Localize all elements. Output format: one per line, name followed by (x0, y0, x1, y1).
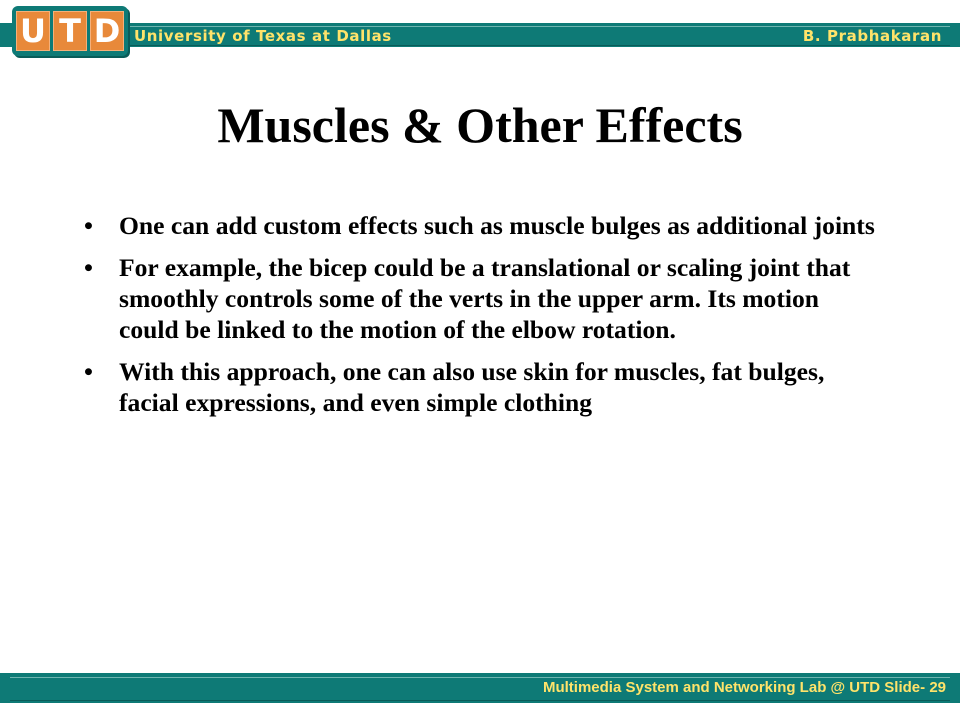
logo-letter-u: U (16, 11, 50, 51)
bullet-dot-icon: • (84, 211, 93, 240)
bullet-text: With this approach, one can also use skin for muscles, fat bulges, facial expressions, and even simple clothing (119, 357, 825, 417)
logo-letter-t: T (53, 11, 87, 51)
bullet-dot-icon: • (84, 357, 93, 386)
bullet-item (84, 252, 884, 345)
author-name: B. Prabhakaran (802, 27, 942, 45)
bullet-list (84, 210, 884, 429)
bullet-item (84, 210, 884, 241)
bullet-dot-icon: • (84, 253, 93, 282)
utd-logo (12, 6, 128, 56)
logo-letter-d: D (90, 11, 124, 51)
bullet-item (84, 356, 884, 418)
footer-text: Multimedia System and Networking Lab @ UTD Slide- 29 (542, 679, 946, 696)
bullet-text: For example, the bicep could be a translational or scaling joint that smoothly controls some of the verts in the upper arm. Its motion could be linked to the motion of the elbow rotation. (119, 253, 851, 344)
footer-bar (0, 673, 960, 703)
bullet-text: One can add custom effects such as muscle bulges as additional joints (119, 211, 875, 240)
university-name: University of Texas at Dallas (134, 27, 392, 45)
slide-title: Muscles & Other Effects (217, 97, 743, 153)
